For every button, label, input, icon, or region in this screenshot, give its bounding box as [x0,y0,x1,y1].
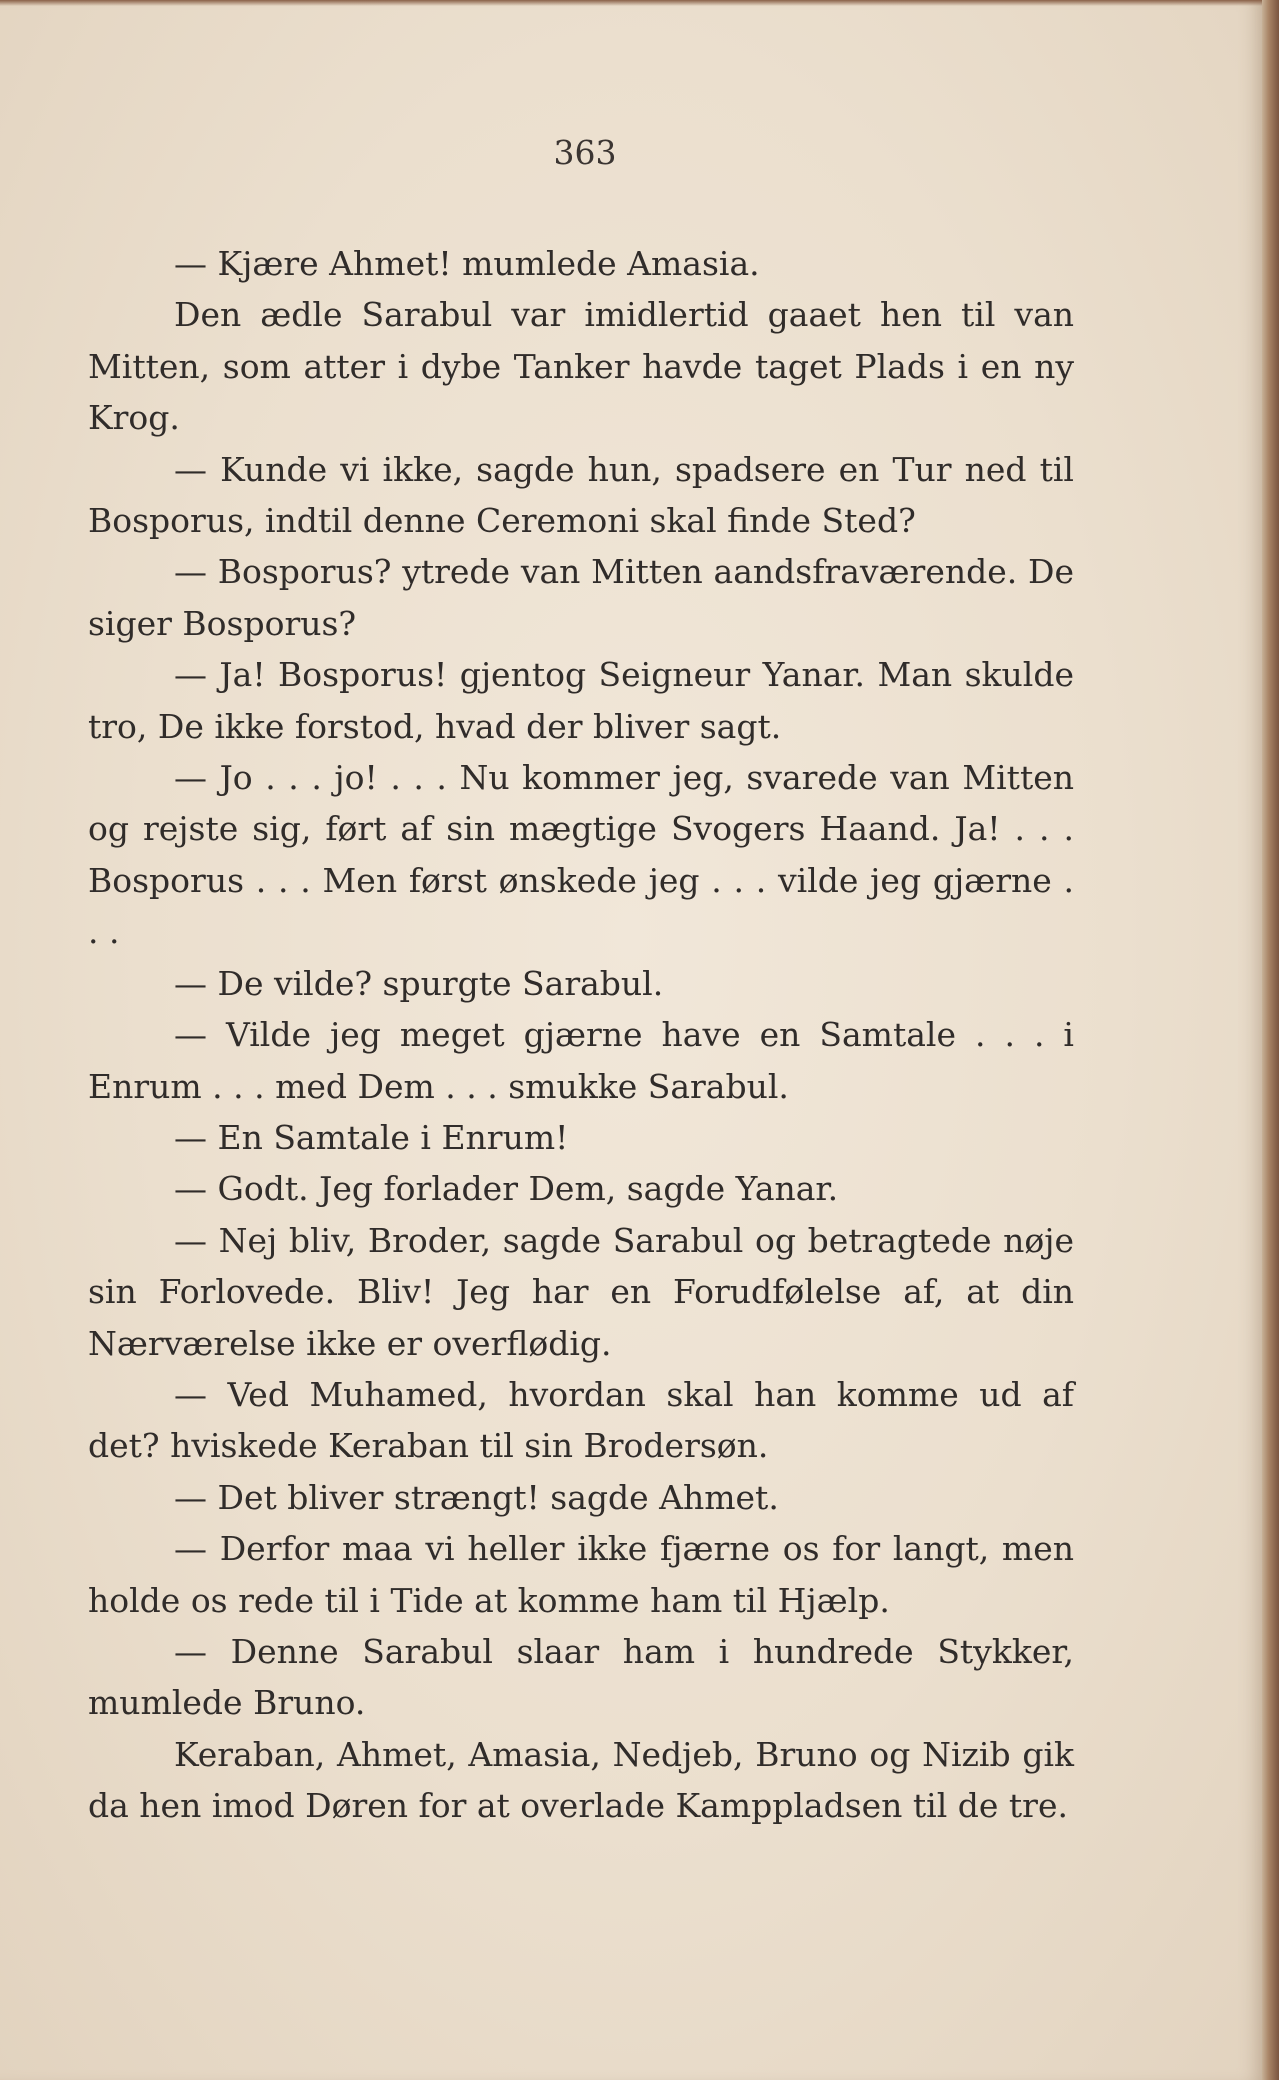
book-edge [1262,0,1279,2080]
paragraph: — Denne Sarabul slaar ham i hundrede Stykker, mumlede Bruno. [88,1631,1074,1723]
paragraph: — Ved Muhamed, hvordan skal han komme ud af det? hviskede Keraban til sin Brodersøn. [88,1374,1074,1466]
paragraph: — Vilde jeg meget gjærne have en Samtale . . . i Enrum . . . med Dem . . . smukke Sarabul. [88,1015,1074,1106]
paragraph: — Kunde vi ikke, sagde hun, spadsere en Tur ned til Bosporus, indtil denne Ceremoni skal finde Sted? [88,449,1074,541]
body-text [88,238,1074,1832]
paragraph: — En Samtale i Enrum! [174,1117,569,1157]
paragraph: — Kjære Ahmet! mumlede Amasia. [174,244,760,283]
page-number: 363 [553,133,617,172]
paragraph: — Nej bliv, Broder, sagde Sarabul og betragtede nøje sin Forlovede. Bliv! Jeg har en Forudfølelse af, at din Nærværelse ikke er overflødig. [88,1220,1074,1363]
paragraph: — Ja! Bosporus! gjentog Seigneur Yanar. Man skulde tro, De ikke forstod, hvad der bliver sagt. [88,655,1074,746]
top-edge-shadow [0,0,1262,6]
paragraph: — Det bliver strængt! sagde Ahmet. [174,1477,779,1517]
paragraph: — De vilde? spurgte Sarabul. [174,963,664,1003]
paragraph: — Bosporus? ytrede van Mitten aandsfraværende. De siger Bosporus? [88,552,1074,643]
paragraph: Den ædle Sarabul var imidlertid gaaet hen til van Mitten, som atter i dybe Tanker havde taget Plads i en ny Krog. [88,295,1074,438]
paragraph: — Derfor maa vi heller ikke fjærne os for langt, men holde os rede til i Tide at komme ham til Hjælp. [88,1529,1074,1620]
paragraph: Keraban, Ahmet, Amasia, Nedjeb, Bruno og Nizib gik da hen imod Døren for at overlade Kamppladsen til de tre. [88,1734,1074,1826]
paragraph: — Godt. Jeg forlader Dem, sagde Yanar. [174,1169,839,1209]
paragraph: — Jo . . . jo! . . . Nu kommer jeg, svarede van Mitten og rejste sig, ført af sin mægtige Svogers Haand. Ja! . . . Bosporus . . . Men først ønskede jeg . . . vilde jeg gjærne . . . [88,758,1074,952]
